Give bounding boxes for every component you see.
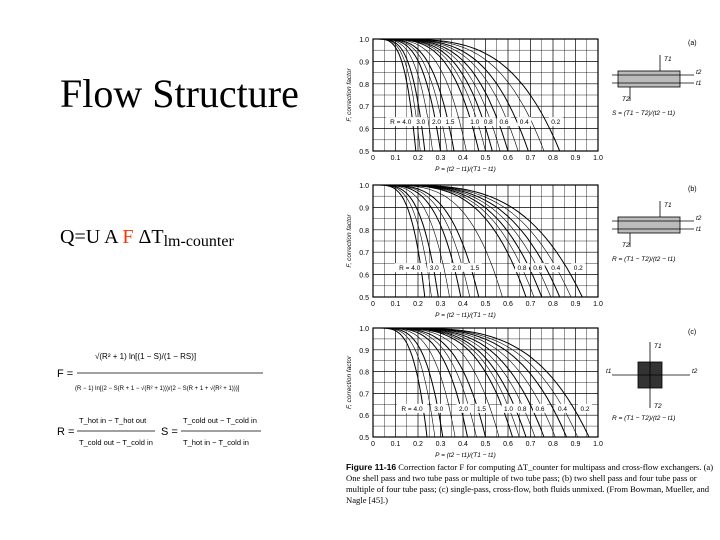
r-label: 3.0 (429, 265, 439, 273)
schematic-label: t2 (692, 368, 698, 375)
x-tick-label: 0.6 (503, 441, 513, 448)
y-tick-label: 0.6 (359, 126, 369, 134)
x-tick-label: 0.3 (435, 155, 446, 162)
figure-label: Figure 11-16 (346, 462, 397, 472)
x-tick-label: 0.1 (390, 155, 401, 162)
r-label: 0.6 (533, 265, 543, 273)
y-tick-label: 0.7 (359, 391, 369, 399)
equation-suffix: ΔT (133, 226, 164, 248)
r-label: 3.0 (416, 119, 426, 127)
x-tick-label: 0 (371, 441, 375, 448)
y-tick-label: 0.7 (359, 250, 369, 258)
r-label: 1.0 (503, 405, 514, 413)
x-tick-label: 0.1 (390, 441, 401, 448)
x-tick-label: 0.2 (413, 155, 423, 162)
y-tick-label: 1.0 (359, 183, 369, 190)
y-tick-label: 1.0 (359, 37, 369, 44)
formula-block (55, 335, 265, 460)
x-tick-label: 0.4 (458, 301, 468, 308)
y-tick-label: 0.9 (359, 59, 369, 67)
y-tick-label: 0.5 (359, 435, 369, 442)
exchanger-schematic-icon (606, 342, 698, 422)
x-tick-label: 0 (371, 155, 375, 162)
panel-label: (a) (688, 40, 697, 47)
r-label: 0.4 (557, 405, 568, 413)
x-tick-label: 0 (371, 301, 375, 308)
r-label: 1.0 (470, 119, 480, 127)
r-label: 2.0 (452, 265, 462, 273)
figure-caption (346, 462, 718, 506)
x-axis-label: P = (t2 − t1)/(T1 − t1) (435, 166, 496, 173)
schematic-label: t1 (696, 80, 702, 87)
schematic-label: t2 (696, 69, 702, 76)
chart-panel-1 (346, 37, 702, 173)
r-label: 0.8 (517, 265, 527, 273)
r-label: 1.5 (445, 119, 455, 127)
y-axis-label: F, correction factor (346, 355, 353, 410)
y-tick-label: 1.0 (359, 326, 369, 333)
slide-title: Flow Structure (60, 71, 299, 116)
correction-factor-symbol: F (122, 226, 134, 248)
y-tick-label: 0.6 (359, 413, 369, 421)
r-label: 3.0 (434, 405, 444, 413)
y-tick-label: 0.8 (359, 81, 369, 89)
schematic-label: t2 (696, 215, 702, 222)
x-axis-label: P = (t2 − t1)/(T1 − t1) (435, 312, 496, 319)
schematic-formula: R = (T1 − T2)/(t2 − t1) (612, 415, 676, 422)
y-axis-label: F, correction factor (346, 68, 353, 122)
schematic-label: T2 (622, 96, 630, 103)
equation-subscript: lm-counter (163, 233, 234, 250)
x-tick-label: 0.3 (435, 441, 446, 448)
r-label: R = 4.0 (401, 405, 423, 413)
r-label: 0.8 (517, 405, 527, 413)
x-tick-label: 0.9 (570, 441, 581, 448)
schematic-label: T2 (654, 403, 662, 410)
x-tick-label: 0.9 (570, 301, 581, 308)
r-lhs: R = (57, 426, 75, 438)
y-tick-label: 0.8 (359, 369, 369, 377)
shell-shape (618, 71, 680, 87)
shell-shape (618, 217, 680, 233)
exchanger-schematic-icon (612, 201, 702, 263)
schematic-label: T1 (654, 343, 662, 350)
x-tick-label: 0.3 (435, 301, 446, 308)
schematic-label: T1 (664, 202, 672, 209)
r-label: R = 4.0 (390, 119, 412, 127)
schematic-label: T2 (622, 242, 630, 249)
y-tick-label: 0.7 (359, 104, 369, 112)
r-label: 0.2 (580, 405, 590, 413)
r-label: 1.5 (476, 405, 487, 413)
x-axis-label: P = (t2 − t1)/(T1 − t1) (435, 452, 496, 459)
x-tick-label: 0.4 (458, 155, 468, 162)
f-lhs: F = (57, 368, 74, 380)
x-tick-label: 1.0 (593, 155, 603, 162)
y-tick-label: 0.6 (359, 272, 369, 280)
equation-prefix: Q=U A (60, 226, 123, 248)
f-numerator: √(R² + 1) ln[(1 − S)/(1 − RS)] (95, 352, 197, 361)
r-label: 0.4 (519, 119, 529, 127)
x-tick-label: 0.9 (570, 155, 581, 162)
r-numerator: T_hot in − T_hot out (79, 416, 147, 425)
r-label: 0.6 (499, 119, 509, 127)
y-axis-label: F, correction factor (346, 214, 353, 268)
x-tick-label: 0.8 (548, 155, 558, 162)
y-tick-label: 0.5 (359, 149, 369, 156)
s-lhs: S = (161, 426, 178, 438)
r-label: R = 4.0 (399, 265, 421, 273)
x-tick-label: 1.0 (593, 301, 603, 308)
schematic-label: T1 (664, 56, 672, 63)
x-tick-label: 0.6 (503, 301, 513, 308)
x-tick-label: 0.8 (548, 301, 558, 308)
y-tick-label: 0.8 (359, 227, 369, 235)
schematic-label: t1 (696, 226, 702, 233)
x-tick-label: 0.7 (525, 301, 536, 308)
schematic-formula: R = (T1 − T2)/(t2 − t1) (612, 256, 676, 263)
caption-text: Correction factor F for computing ΔT_counter for multipass and cross-flow exchangers. (a) One shell pass and two tube pass or multiple of two tube pass; (b) two shell pass and four tube pass or multiple of four tube pass; (c) single-pass, cross-flow, both fluids unmixed. (From Bowman, Mueller, and Nagle [45].) (346, 462, 714, 505)
panel-label: (c) (688, 329, 697, 336)
r-label: 0.2 (551, 119, 561, 127)
x-tick-label: 0.6 (503, 155, 513, 162)
r-label: 1.5 (470, 265, 480, 273)
r-denominator: T_cold out − T_cold in (79, 438, 153, 447)
x-tick-label: 0.7 (525, 155, 536, 162)
x-tick-label: 0.5 (480, 301, 491, 308)
r-label: 0.4 (551, 265, 561, 273)
heat-transfer-equation (60, 226, 234, 251)
f-denominator: (R − 1) ln[(2 − S(R + 1 − √(R² + 1)))/(2 − S(R + 1 + √(R² + 1)))] (75, 386, 240, 392)
chart-panel-3 (346, 326, 698, 459)
x-tick-label: 0.5 (480, 441, 491, 448)
x-tick-label: 0.8 (548, 441, 558, 448)
schematic-formula: S = (T1 − T2)/(t2 − t1) (612, 110, 676, 117)
x-tick-label: 0.7 (525, 441, 536, 448)
r-label: 0.6 (535, 405, 545, 413)
panel-label: (b) (688, 186, 697, 193)
y-tick-label: 0.9 (359, 205, 369, 213)
r-label: 2.0 (458, 405, 469, 413)
y-tick-label: 0.5 (359, 295, 369, 302)
s-numerator: T_cold out − T_cold in (183, 416, 257, 425)
r-label: 0.2 (573, 265, 583, 273)
x-tick-label: 0.5 (480, 155, 491, 162)
s-denominator: T_hot in − T_cold in (183, 438, 249, 447)
r-label: 2.0 (431, 119, 442, 127)
r-label: 0.8 (483, 119, 493, 127)
x-tick-label: 0.2 (413, 441, 423, 448)
y-tick-label: 0.9 (359, 347, 369, 355)
schematic-label: t1 (606, 368, 612, 375)
chart-panel-2 (346, 183, 702, 319)
exchanger-schematic-icon (612, 55, 702, 117)
x-tick-label: 0.4 (458, 441, 468, 448)
x-tick-label: 0.2 (413, 301, 423, 308)
x-tick-label: 1.0 (593, 441, 603, 448)
x-tick-label: 0.1 (390, 301, 401, 308)
